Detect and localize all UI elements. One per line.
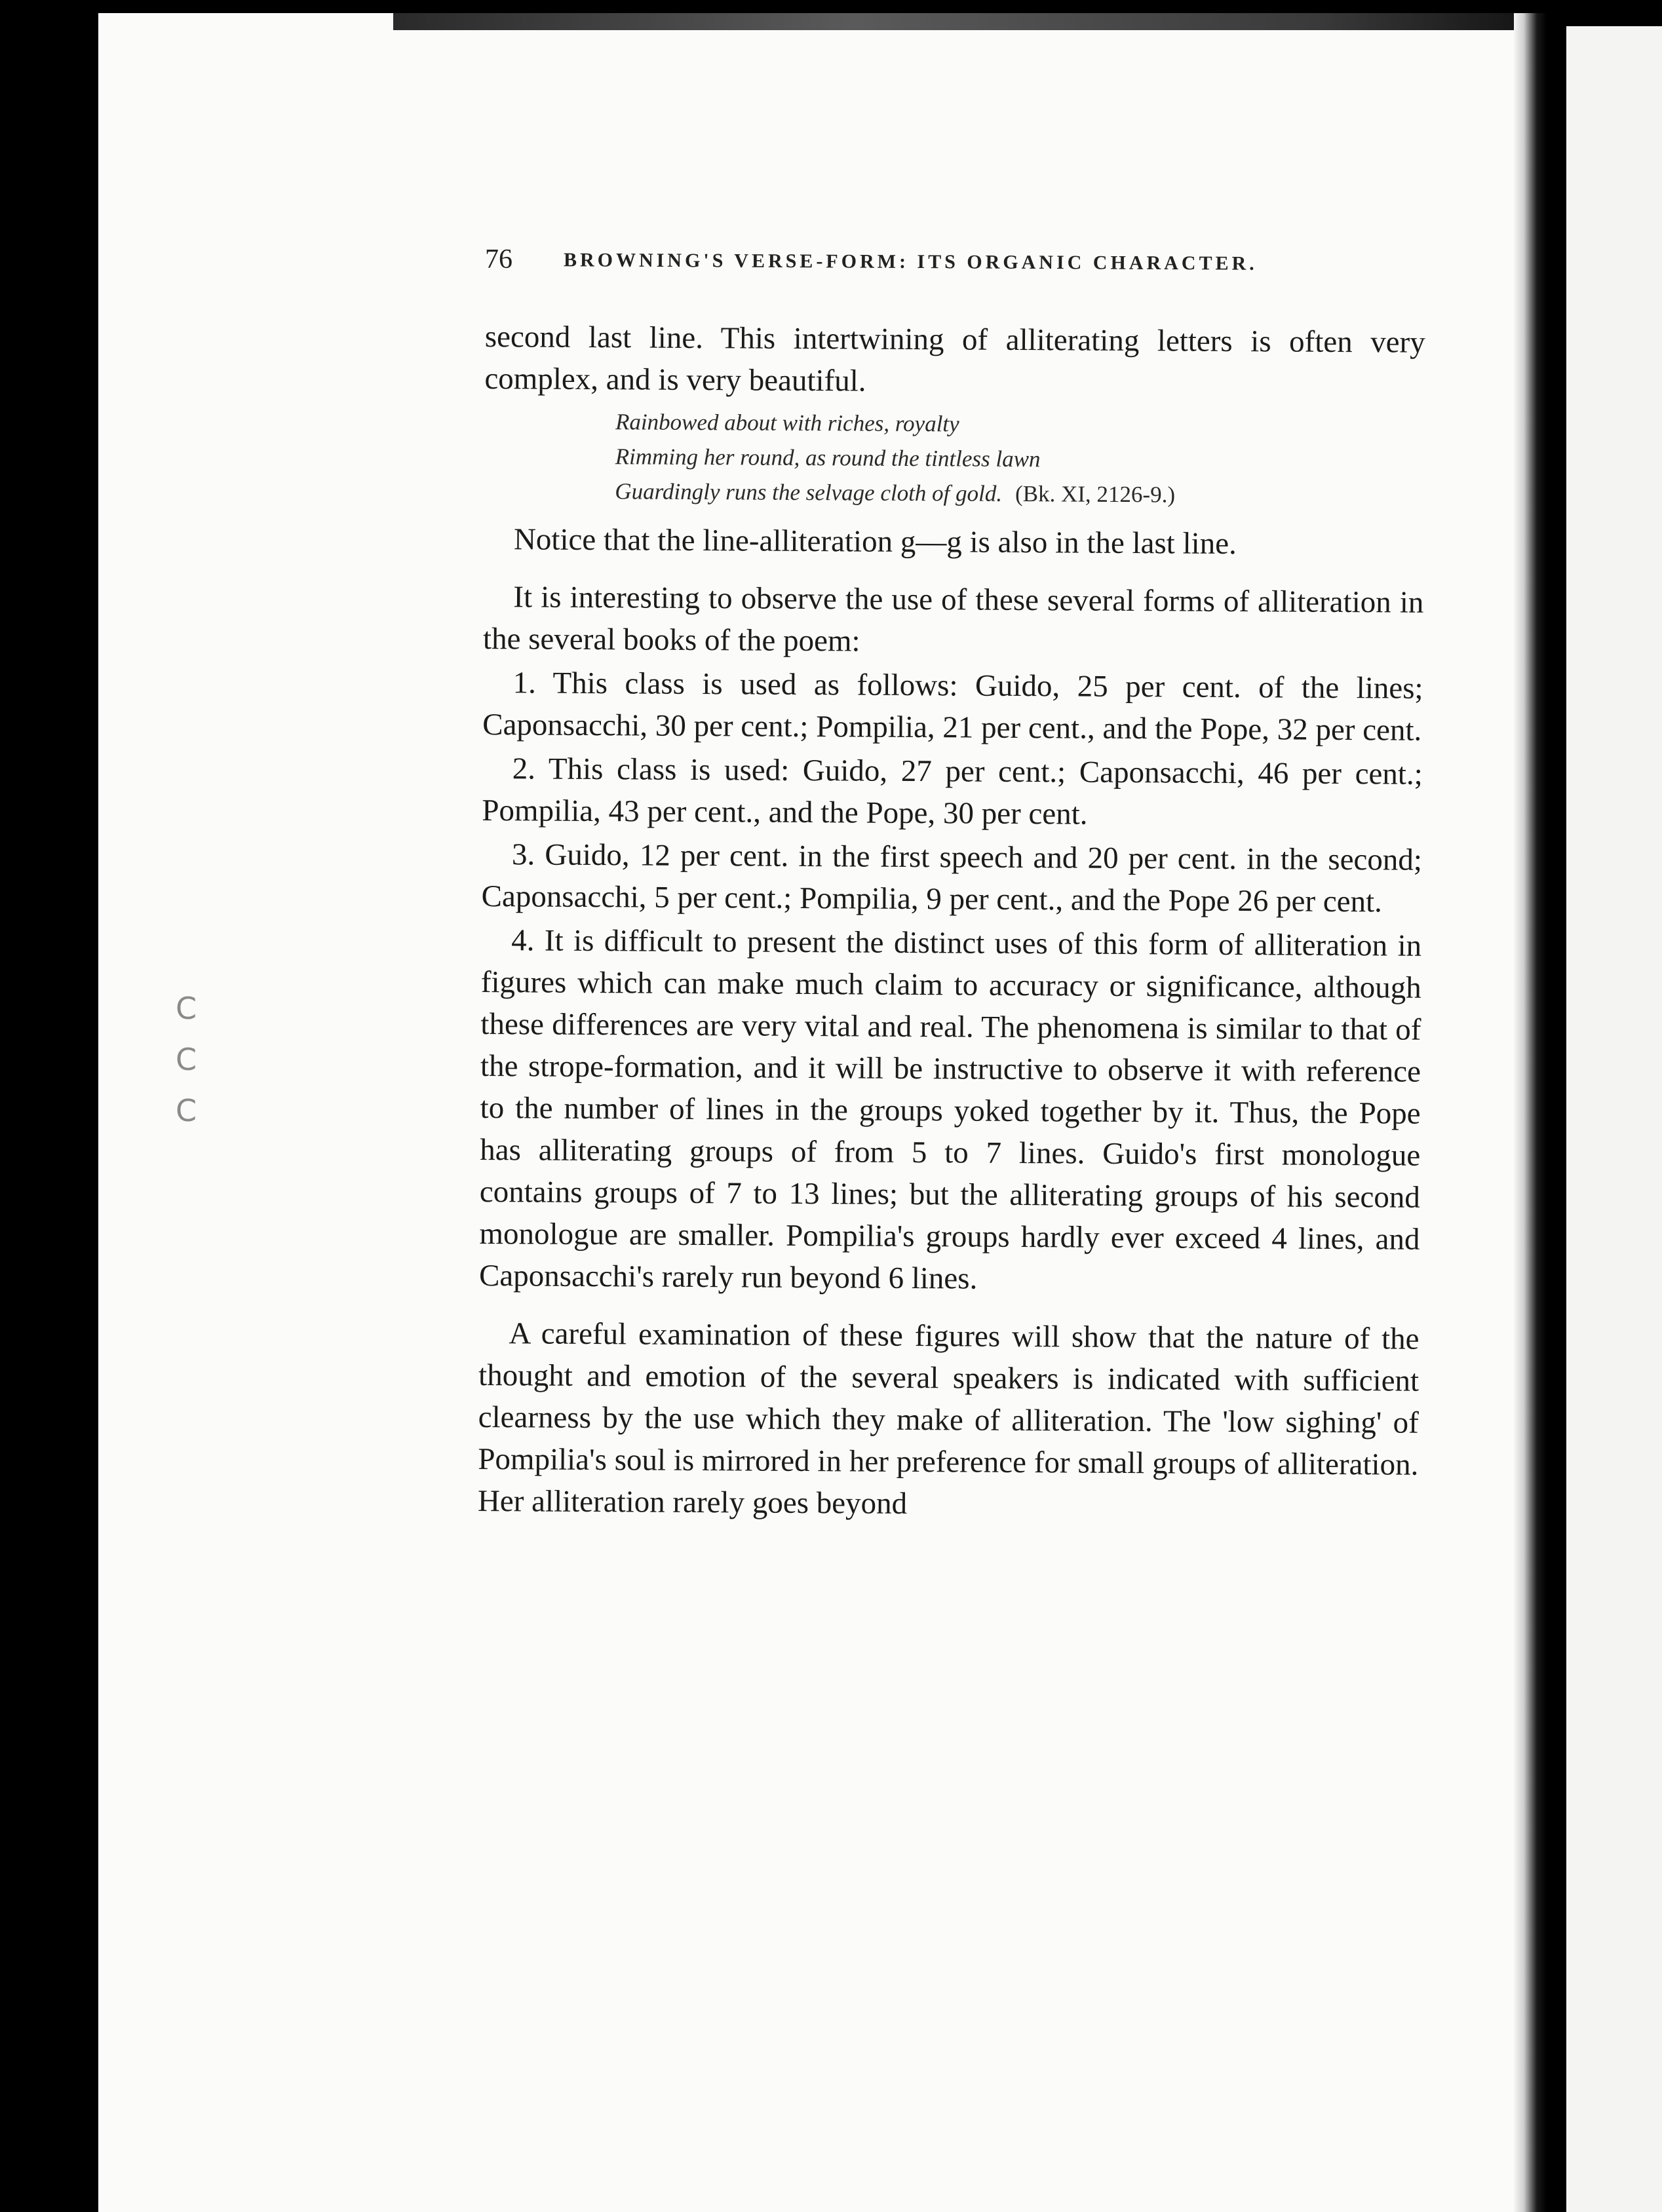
body-text (478, 316, 1425, 1528)
scan-top-shadow (393, 13, 1547, 30)
running-head (485, 244, 1330, 275)
verse-line: Rimming her round, as round the tintless lawn (615, 444, 1041, 472)
adjacent-page-edge (1566, 26, 1662, 2212)
list-item: 3. Guido, 12 per cent. in the first speech and 20 per cent. in the second; Caponsacchi, 5 per cent.; Pompilia, 9 per cent., and the Pope 26 per cent. (481, 837, 1423, 919)
list-item: 1. This class is used as follows: Guido, 25 per cent. of the lines; Caponsacchi, 30 per cent.; Pompilia, 21 per cent., and the Pope, 32 per cent. (482, 666, 1423, 748)
running-title: BROWNING'S VERSE-FORM: ITS ORGANIC CHARACTER. (563, 249, 1258, 275)
list-item: 4. It is difficult to present the distinct uses of this form of alliteration in figures which can make much claim to accuracy or significance, although these differences are very vital and real. The phenomena is similar to that of the strope-formation, and it will be instructive to observe it with reference to the number of lines in the groups yoked together by it. Thus, the Pope has alliterating groups of from 5 to 7 lines. Guido's first monologue contains groups of 7 to 13 lines; but the alliterating groups of his second monologue are smaller. Pompilia's groups hardly ever exceed 4 lines, and Caponsacchi's rarely run beyond 6 lines. (478, 923, 1422, 1296)
margin-marks (176, 983, 215, 1140)
verse-line-text: Guardingly runs the selvage cloth of gold. (615, 478, 1003, 506)
citation: (Bk. XI, 2126-9.) (1015, 480, 1176, 508)
book-spine-gutter (1514, 13, 1547, 2212)
list-item: 2. This class is used: Guido, 27 per cent.; Caponsacchi, 46 per cent.; Pompilia, 43 per cent., and the Pope, 30 per cent. (482, 752, 1423, 831)
paragraph: A careful examination of these figures will show that the nature of the thought and emotion of the several speakers is indicated with sufficient clearness by the use which they make of alliteration. The 'low sighing' of Pompilia's soul is mirrored in her preference for small groups of alliteration. Her alliteration rarely goes beyond (477, 1316, 1420, 1521)
verse-quotation (615, 404, 1425, 514)
book-page (98, 13, 1547, 2212)
margin-mark: C (176, 1093, 197, 1128)
paragraph: second last line. This intertwining of alliterating letters is often very complex, and is very beautiful. (484, 319, 1425, 398)
paragraph: Notice that the line-alliteration g—g is also in the last line. (513, 522, 1237, 562)
page-number: 76 (485, 244, 512, 275)
margin-mark: C (176, 991, 197, 1026)
verse-line-last (615, 474, 1424, 514)
verse-line: Rainbowed about with riches, royalty (615, 409, 959, 437)
margin-mark: C (176, 1042, 197, 1077)
paragraph: It is interesting to observe the use of these several forms of alliteration in the several books of the poem: (482, 580, 1424, 658)
